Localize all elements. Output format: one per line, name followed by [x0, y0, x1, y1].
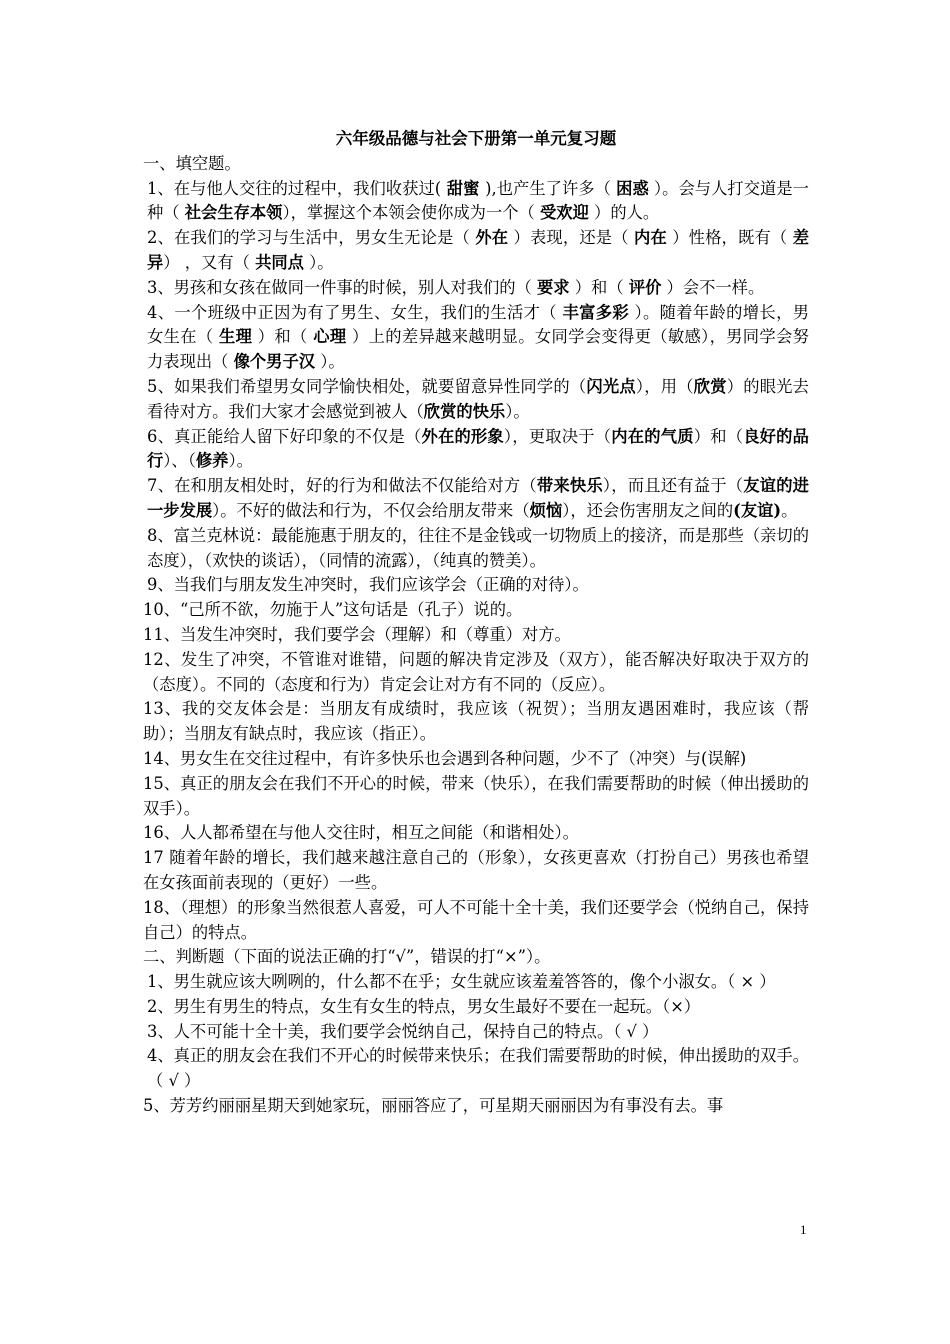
- question-text: ），掌握这个本领会使你成为一个（: [282, 203, 540, 223]
- fill-question-item: [143, 375, 809, 425]
- question-text: 12、发生了冲突，不管谁对谁错，问题的解决肯定涉及（双方），能否解决好取决于双方的（态度）。不同的（态度和行为）肯定会让对方有不同的（反应）。: [143, 649, 809, 694]
- answer-text: 外在: [475, 228, 509, 248]
- fill-in-question-list: [143, 177, 809, 946]
- question-text: 13、我的交友体会是：当朋友有成绩时，我应该（祝贺）；当朋友遇困难时，我应该（帮助）；当朋友有缺点时，我应该（指正）。: [143, 699, 809, 744]
- question-text: ）上的差异越来越明显。女同学会变得更（敏感），男同学会努力表现出（: [147, 327, 809, 372]
- question-text: ），还会伤害朋友之间的: [562, 500, 734, 520]
- question-text: ）性格，既有（: [666, 228, 793, 248]
- question-text: 8、富兰克林说：最能施惠于朋友的，往往不是金钱或一切物质上的接济，而是那些（亲切的态度），（欢快的谈话），（同情的流露），（纯真的赞美）。: [147, 525, 809, 570]
- page-number: 1: [800, 1222, 807, 1237]
- section-heading-judge: 二、判断题（下面的说法正确的打“√”，错误的打“×”）。: [143, 947, 551, 967]
- question-text: ），而且还有益于（: [602, 476, 744, 496]
- answer-text: 外在的形象: [421, 426, 504, 446]
- question-text: ）和（: [569, 277, 629, 297]
- answer-text: 生理: [219, 327, 253, 347]
- fill-question-item: [143, 896, 809, 946]
- question-text: 5、如果我们希望男女同学愉快相处，就要留意异性同学的（: [147, 376, 587, 396]
- question-text: ）和（: [252, 327, 314, 347]
- question-text: ）表现，还是（: [508, 228, 634, 248]
- answer-text: 差异: [147, 228, 809, 272]
- judge-question-item: 3、人不可能十全十美，我们要学会悦纳自己，保持自己的特点。（ √ ）: [147, 1021, 659, 1041]
- answer-text: 受欢迎: [540, 203, 589, 223]
- question-text: ）。: [228, 451, 253, 471]
- fill-question-item: [143, 474, 809, 524]
- question-text: 10、“己所不欲，勿施于人”这句话是（孔子）说的。: [143, 600, 523, 620]
- fill-question-item: [143, 821, 809, 846]
- question-text: ）和（: [693, 426, 744, 446]
- answer-text: 评价: [628, 277, 662, 297]
- fill-question-item: [143, 226, 809, 276]
- judge-question-item: 2、男生有男生的特点，女生有女生的特点，男女生最好不要在一起玩。（×）: [147, 996, 701, 1016]
- question-text: ）。: [303, 252, 334, 272]
- fill-question-item: [143, 747, 809, 772]
- question-text: ）的眼光去看待对方。我们大家才会感觉到被人（: [147, 376, 809, 421]
- fill-question-item: [143, 648, 809, 698]
- question-text: ），更取决于（: [503, 426, 612, 446]
- question-text: ）。: [315, 352, 345, 372]
- fill-question-item: [143, 425, 809, 475]
- fill-question-item: [143, 846, 809, 896]
- fill-question-item: [143, 276, 809, 301]
- answer-text: 内在: [634, 228, 667, 248]
- question-text: 4、一个班级中正因为有了男生、女生，我们的生活才（: [147, 302, 563, 322]
- question-text: ），用（: [635, 376, 694, 396]
- question-text: ）。不好的做法和行为，不仅会给朋友带来（: [212, 500, 530, 520]
- question-text: 16、人人都希望在与他人交往时，相互之间能（和谐相处）。: [143, 823, 579, 843]
- question-text: 6、真正能给人留下好印象的不仅是（: [147, 426, 422, 446]
- answer-text: 欣赏的快乐: [423, 401, 506, 421]
- question-text: ）。: [505, 401, 530, 421]
- section-heading-fill: 一、填空题。: [143, 153, 241, 173]
- answer-text: 修养: [195, 451, 229, 471]
- answer-text: 友谊的进一步发展: [147, 476, 809, 520]
- answer-text: 内在的气质: [611, 426, 694, 446]
- answer-text: 困惑: [616, 178, 649, 198]
- question-text: 18、（理想）的形象当然很惹人喜爱，可人不可能十全十美，我们还要学会（悦纳自己，保持自己）的特点。: [143, 897, 809, 942]
- question-text: ）的人。: [588, 203, 660, 223]
- question-text: 9、当我们与朋友发生冲突时，我们应该学会（正确的对待）。: [147, 575, 589, 595]
- question-text: ）。会与人打交道是一种（: [147, 178, 809, 223]
- question-text: 7、在和朋友相处时，好的行为和做法不仅能给对方（: [147, 476, 537, 496]
- answer-text: 带来快乐: [536, 476, 603, 496]
- document-body: [143, 127, 809, 1119]
- fill-question-item: [143, 697, 809, 747]
- question-text: 2、在我们的学习与生活中，男女生无论是（: [147, 228, 476, 248]
- question-text: ）、（: [163, 451, 196, 471]
- fill-question-item: [143, 301, 809, 375]
- answer-text: (友谊): [733, 500, 782, 520]
- answer-text: 甜蜜: [441, 178, 486, 198]
- true-false-question-list: [143, 970, 809, 1119]
- question-text: 14、男女生在交往过程中，有许多快乐也会遇到各种问题，少不了（冲突）与(误解): [143, 748, 747, 768]
- question-text: 1、在与他人交往的过程中，我们收获过(: [147, 178, 442, 198]
- fill-question-item: [143, 772, 809, 822]
- question-text: ）。随着年龄的增长，男女生在（: [147, 302, 809, 347]
- question-text: 15、真正的朋友会在我们不开心的时候，带来（快乐），在我们需要帮助的时候（伸出援助的双手）。: [143, 773, 809, 818]
- judge-question-item: 4、真正的朋友会在我们不开心的时候带来快乐；在我们需要帮助的时候，伸出援助的双手。（ √ ）: [147, 1046, 809, 1091]
- fill-question-item: [143, 573, 809, 598]
- fill-question-item: [143, 524, 809, 574]
- question-text: 17 随着年龄的增长，我们越来越注意自己的（形象），女孩更喜欢（打扮自己）男孩也希望在女孩面前表现的（更好）一些。: [143, 848, 809, 892]
- fill-question-item: [143, 623, 809, 648]
- question-text: ）会不一样。: [661, 277, 765, 297]
- answer-text: 欣赏: [693, 376, 727, 396]
- answer-text: 要求: [537, 277, 570, 297]
- answer-text: 社会生存本领: [184, 203, 283, 223]
- fill-question-item: [143, 598, 809, 623]
- question-text: 。: [781, 500, 798, 520]
- answer-text: 像个男子汉: [233, 352, 316, 372]
- question-text: ),也产生了许多（: [485, 178, 617, 198]
- question-text: 11、当发生冲突时，我们要学会（理解）和（尊重）对方。: [143, 624, 571, 644]
- answer-text: 共同点: [255, 252, 304, 272]
- fill-question-item: [143, 177, 809, 227]
- judge-question-item: 5、芳芳约丽丽星期天到她家玩，丽丽答应了，可星期天丽丽因为有事没有去。事: [143, 1096, 724, 1116]
- answer-text: 烦恼: [529, 500, 563, 520]
- answer-text: 闪光点: [586, 376, 636, 396]
- answer-text: 丰富多彩: [562, 302, 629, 322]
- question-text: ） ，又有（: [163, 252, 256, 272]
- answer-text: 心理: [313, 327, 347, 347]
- question-text: 3、男孩和女孩在做同一件事的时候，别人对我们的（: [147, 277, 538, 297]
- answer-text: 良好的品行: [147, 426, 809, 471]
- judge-question-item: 1、男生就应该大咧咧的，什么都不在乎；女生就应该羞羞答答的，像个小淑女。（ × ）: [147, 972, 776, 992]
- document-title: 六年级品德与社会下册第一单元复习题: [335, 129, 617, 148]
